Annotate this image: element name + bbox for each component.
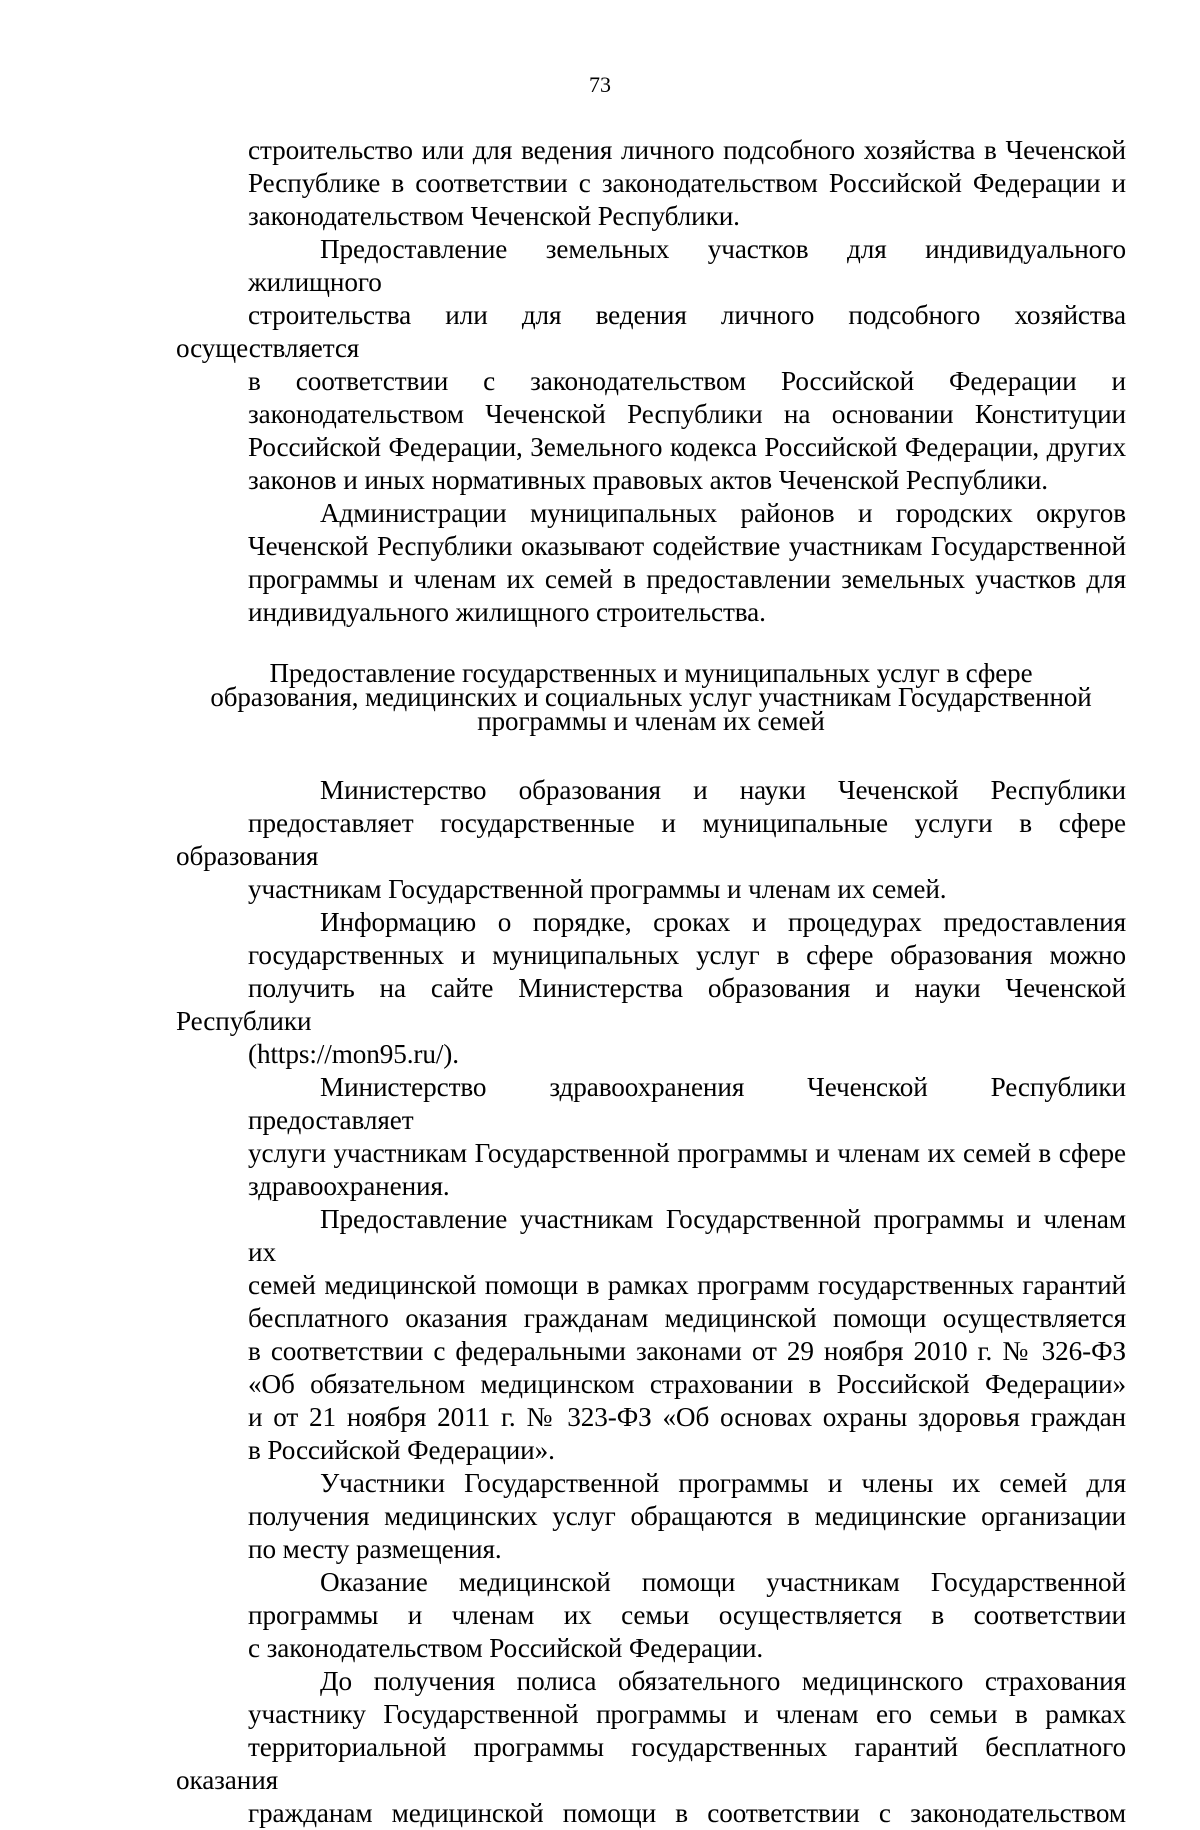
text-line: государственных и муниципальных услуг в сфере образования можно	[248, 940, 1126, 970]
text-line: Предоставление земельных участков для индивидуального жилищного	[248, 234, 1126, 297]
text-line: До получения полиса обязательного медицинского страхования	[320, 1666, 1126, 1696]
text-line: услуги участникам Государственной программы и членам их семей в сфере	[248, 1138, 1126, 1168]
document-body	[176, 134, 1126, 1830]
text-line: с законодательством Российской Федерации.	[248, 1633, 764, 1663]
text-line: территориальной программы государственных гарантий бесплатного оказания	[176, 1732, 1126, 1795]
paragraph	[176, 1566, 1126, 1665]
paragraph	[176, 1665, 1126, 1830]
text-line: программы и членам их семей в предоставлении земельных участков для	[248, 564, 1126, 594]
text-line: Республике в соответствии с законодательством Российской Федерации и	[248, 168, 1126, 198]
paragraph	[176, 134, 1126, 233]
section-heading-line: Предоставление государственных и муниципальных услуг в сфере	[269, 658, 1033, 688]
text-line: Российской Федерации, Земельного кодекса Российской Федерации, других	[248, 432, 1126, 462]
text-line: бесплатного оказания гражданам медицинской помощи осуществляется	[248, 1303, 1126, 1333]
text-line: «Об обязательном медицинском страховании в Российской Федерации»	[248, 1369, 1126, 1399]
text-line: в соответствии с федеральными законами от 29 ноября 2010 г. № 326-ФЗ	[248, 1336, 1126, 1366]
paragraph	[176, 1071, 1126, 1203]
text-line: Чеченской Республики оказывают содействие участникам Государственной	[248, 531, 1126, 561]
text-line: в соответствии с законодательством Российской Федерации и	[248, 366, 1126, 396]
text-line: Администрации муниципальных районов и городских округов	[320, 498, 1126, 528]
text-line: Предоставление участникам Государственной программы и членам их	[248, 1204, 1126, 1267]
paragraph	[176, 497, 1126, 629]
text-line: и от 21 ноября 2011 г. № 323-ФЗ «Об основах охраны здоровья граждан	[248, 1402, 1126, 1432]
text-line: законов и иных нормативных правовых актов Чеченской Республики.	[248, 465, 1048, 495]
section-heading-line: программы и членам их семей	[477, 706, 825, 736]
paragraph	[176, 906, 1126, 1071]
paragraphs-after	[176, 774, 1126, 1830]
text-line: законодательством Чеченской Республики на основании Конституции	[248, 399, 1126, 429]
text-line: Оказание медицинской помощи участникам Государственной	[320, 1567, 1126, 1597]
paragraph	[176, 1467, 1126, 1566]
text-line: Министерство здравоохранения Чеченской Республики предоставляет	[248, 1072, 1126, 1135]
section-heading	[176, 658, 1126, 736]
text-line: Участники Государственной программы и члены их семей для	[320, 1468, 1126, 1498]
text-line: (https://mon95.ru/).	[248, 1039, 459, 1069]
text-line: строительства или для ведения личного подсобного хозяйства осуществляется	[176, 300, 1126, 363]
text-line: по месту размещения.	[248, 1534, 502, 1564]
text-line: программы и членам их семьи осуществляется в соответствии	[248, 1600, 1126, 1630]
text-line: Информацию о порядке, сроках и процедурах предоставления	[320, 907, 1126, 937]
text-line: получения медицинских услуг обращаются в медицинские организации	[248, 1501, 1126, 1531]
paragraphs-before	[176, 134, 1126, 629]
paragraph	[176, 774, 1126, 906]
text-line: получить на сайте Министерства образования и науки Чеченской Республики	[176, 973, 1126, 1036]
text-line: индивидуального жилищного строительства.	[248, 597, 766, 627]
text-line: здравоохранения.	[248, 1171, 450, 1201]
page-number: 73	[589, 72, 611, 97]
text-line: семей медицинской помощи в рамках программ государственных гарантий	[248, 1270, 1126, 1300]
text-line: законодательством Чеченской Республики.	[248, 201, 740, 231]
section-heading-line: образования, медицинских и социальных услуг участникам Государственной	[210, 682, 1092, 712]
paragraph	[176, 233, 1126, 497]
paragraph	[176, 1203, 1126, 1467]
text-line: гражданам медицинской помощи в соответствии с законодательством	[248, 1798, 1126, 1828]
text-line: участнику Государственной программы и членам его семьи в рамках	[248, 1699, 1126, 1729]
text-line: Министерство образования и науки Чеченской Республики	[320, 775, 1126, 805]
text-line: в Российской Федерации».	[248, 1435, 555, 1465]
text-line: строительство или для ведения личного подсобного хозяйства в Чеченской	[248, 135, 1126, 165]
text-line: предоставляет государственные и муниципальные услуги в сфере образования	[176, 808, 1126, 871]
text-line: участникам Государственной программы и членам их семей.	[248, 874, 947, 904]
